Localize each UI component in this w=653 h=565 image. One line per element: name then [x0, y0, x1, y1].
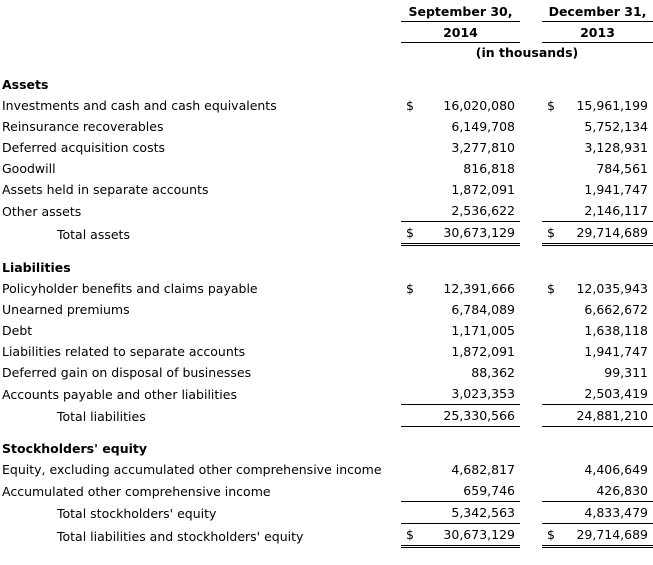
row-value-col2: 1,638,118: [584, 323, 649, 338]
row-currency-col2: [542, 405, 564, 427]
table-row: [0, 320, 653, 341]
header-gap-2: [520, 21, 542, 42]
row-gap: [520, 362, 542, 383]
row-currency-col1: $: [401, 222, 423, 245]
table-row: [0, 341, 653, 362]
row-gap: [520, 158, 542, 179]
total-row: [0, 222, 653, 245]
grand-total-row: [0, 524, 653, 547]
section-title-0-text: Assets: [2, 77, 49, 92]
total-row: [0, 405, 653, 427]
row-currency-col1: [401, 405, 423, 427]
row-gap: [520, 480, 542, 502]
row-currency-col1: [401, 341, 423, 362]
row-value-col2: 426,830: [596, 483, 649, 498]
row-gap: [520, 383, 542, 405]
row-value-col1: 2,536,622: [451, 203, 515, 218]
table-row: [0, 200, 653, 222]
row-value-col2: 4,406,649: [584, 462, 649, 477]
row-value-col1: 30,673,129: [423, 524, 520, 547]
table-row: [0, 158, 653, 179]
total-row-label: Total liabilities: [57, 408, 146, 424]
row-gap: [520, 222, 542, 245]
header-col2-line1: December 31,: [542, 0, 653, 21]
row-currency-col1: [401, 383, 423, 405]
row-currency-col1: $: [406, 98, 414, 113]
row-currency-col2: [542, 383, 564, 405]
table-row: [0, 459, 653, 480]
row-value-col2: 29,714,689: [564, 524, 653, 547]
row-value-col1: 816,818: [463, 161, 515, 176]
row-gap: [520, 95, 542, 116]
header-row-period-line1: [0, 0, 653, 21]
row-value-col1: 12,391,666: [443, 281, 515, 296]
units-note: (in thousands): [475, 45, 579, 60]
row-gap: [520, 278, 542, 299]
row-currency-col2: [542, 459, 564, 480]
row-currency-col1: [401, 158, 423, 179]
total-row: [0, 502, 653, 524]
row-value-col1: 6,784,089: [451, 302, 515, 317]
header-spacer-label: [0, 0, 401, 21]
row-currency-col2: [542, 480, 564, 502]
row-value-col2: 6,662,672: [584, 302, 649, 317]
row-value-col1: 1,872,091: [451, 344, 515, 359]
row-currency-col2: [542, 116, 564, 137]
row-gap: [520, 116, 542, 137]
row-currency-col1: [401, 320, 423, 341]
header-col1-line2: 2014: [401, 21, 520, 42]
row-value-col2: 3,128,931: [584, 140, 649, 155]
row-gap: [520, 405, 542, 427]
row-label: Policyholder benefits and claims payable: [2, 281, 258, 296]
row-currency-col1: $: [401, 524, 423, 547]
row-value-col1: 25,330,566: [423, 405, 520, 427]
row-currency-col2: $: [547, 98, 555, 113]
gap-before-assets-cell: [0, 63, 653, 74]
row-value-col1: 5,342,563: [423, 502, 520, 524]
row-label: Equity, excluding accumulated other comprehensive income: [2, 462, 382, 477]
row-value-col1: 30,673,129: [423, 222, 520, 245]
row-currency-col2: [542, 179, 564, 200]
row-currency-col2: [542, 502, 564, 524]
section-title-1: [0, 257, 653, 278]
header-gap: [520, 0, 542, 21]
row-label: Liabilities related to separate accounts: [2, 344, 246, 359]
row-label: Debt: [2, 323, 33, 338]
row-gap: [520, 299, 542, 320]
row-label: Unearned premiums: [2, 302, 130, 317]
gap-before-section-1-cell: [0, 245, 653, 258]
row-gap: [520, 459, 542, 480]
header-row-units: [0, 42, 653, 63]
table-row: [0, 480, 653, 502]
section-title-2-text: Stockholders' equity: [2, 441, 148, 456]
row-label: Investments and cash and cash equivalents: [2, 98, 277, 113]
table-row: [0, 95, 653, 116]
row-value-col2: 2,503,419: [584, 386, 649, 401]
row-label: Assets held in separate accounts: [2, 182, 209, 197]
row-currency-col1: [401, 502, 423, 524]
row-value-col2: 99,311: [604, 365, 649, 380]
row-gap: [520, 137, 542, 158]
table-row: [0, 383, 653, 405]
row-value-col2: 1,941,747: [584, 344, 649, 359]
row-currency-col2: [542, 362, 564, 383]
row-currency-col1: [401, 480, 423, 502]
table-row: [0, 299, 653, 320]
row-value-col1: 16,020,080: [443, 98, 515, 113]
table-row: [0, 116, 653, 137]
header-spacer-label-3: [0, 42, 401, 63]
row-label: Deferred gain on disposal of businesses: [2, 365, 252, 380]
row-value-col2: 2,146,117: [584, 203, 649, 218]
total-row-label: Total assets: [57, 226, 130, 242]
total-row-label: Total stockholders' equity: [57, 505, 217, 521]
row-currency-col1: $: [406, 281, 414, 296]
row-value-col1: 3,023,353: [451, 386, 515, 401]
row-label: Reinsurance recoverables: [2, 119, 164, 134]
row-label: Accumulated other comprehensive income: [2, 483, 271, 499]
row-currency-col1: [401, 362, 423, 383]
row-currency-col1: [401, 459, 423, 480]
row-label: Goodwill: [2, 161, 56, 176]
gap-before-section-1: [0, 245, 653, 258]
row-gap: [520, 320, 542, 341]
row-value-col1: 6,149,708: [451, 119, 515, 134]
row-currency-col2: [542, 320, 564, 341]
table-row: [0, 278, 653, 299]
table-row: [0, 137, 653, 158]
row-currency-col2: $: [542, 222, 564, 245]
header-row-period-line2: [0, 21, 653, 42]
row-value-col1: 659,746: [463, 483, 515, 498]
gap-before-section-2-cell: [0, 427, 653, 439]
section-title-2: [0, 438, 653, 459]
gap-before-section-2: [0, 427, 653, 439]
row-value-col2: 1,941,747: [584, 182, 649, 197]
row-currency-col2: [542, 299, 564, 320]
row-value-col2: 4,833,479: [564, 502, 653, 524]
row-value-col1: 1,872,091: [451, 182, 515, 197]
table-row: [0, 362, 653, 383]
header-spacer-label-2: [0, 21, 401, 42]
row-label: Other assets: [2, 203, 82, 219]
row-gap: [520, 200, 542, 222]
section-title-1-text: Liabilities: [2, 260, 71, 275]
row-currency-col2: $: [547, 281, 555, 296]
row-currency-col2: [542, 158, 564, 179]
row-value-col1: 1,171,005: [451, 323, 515, 338]
row-gap: [520, 179, 542, 200]
section-title-0: [0, 74, 653, 95]
row-currency-col2: $: [542, 524, 564, 547]
row-currency-col2: [542, 341, 564, 362]
row-currency-col1: [401, 137, 423, 158]
row-gap: [520, 502, 542, 524]
row-currency-col1: [401, 200, 423, 222]
row-currency-col2: [542, 200, 564, 222]
header-col1-line1: September 30,: [401, 0, 520, 21]
grand-total-row-label: Total liabilities and stockholders' equity: [57, 528, 304, 544]
row-label: Deferred acquisition costs: [2, 140, 166, 155]
row-value-col1: 88,362: [471, 365, 515, 380]
row-value-col1: 4,682,817: [451, 462, 515, 477]
row-value-col2: 5,752,134: [584, 119, 649, 134]
row-currency-col2: [542, 137, 564, 158]
row-currency-col1: [401, 116, 423, 137]
row-currency-col1: [401, 179, 423, 200]
row-value-col2: 12,035,943: [576, 281, 649, 296]
gap-before-assets: [0, 63, 653, 74]
row-value-col2: 29,714,689: [564, 222, 653, 245]
row-value-col1: 3,277,810: [451, 140, 515, 155]
header-col2-line2: 2013: [542, 21, 653, 42]
row-currency-col1: [401, 299, 423, 320]
row-label: Accounts payable and other liabilities: [2, 386, 237, 402]
row-gap: [520, 524, 542, 547]
table-row: [0, 179, 653, 200]
row-value-col2: 24,881,210: [564, 405, 653, 427]
row-value-col2: 784,561: [596, 161, 649, 176]
row-value-col2: 15,961,199: [576, 98, 649, 113]
row-gap: [520, 341, 542, 362]
